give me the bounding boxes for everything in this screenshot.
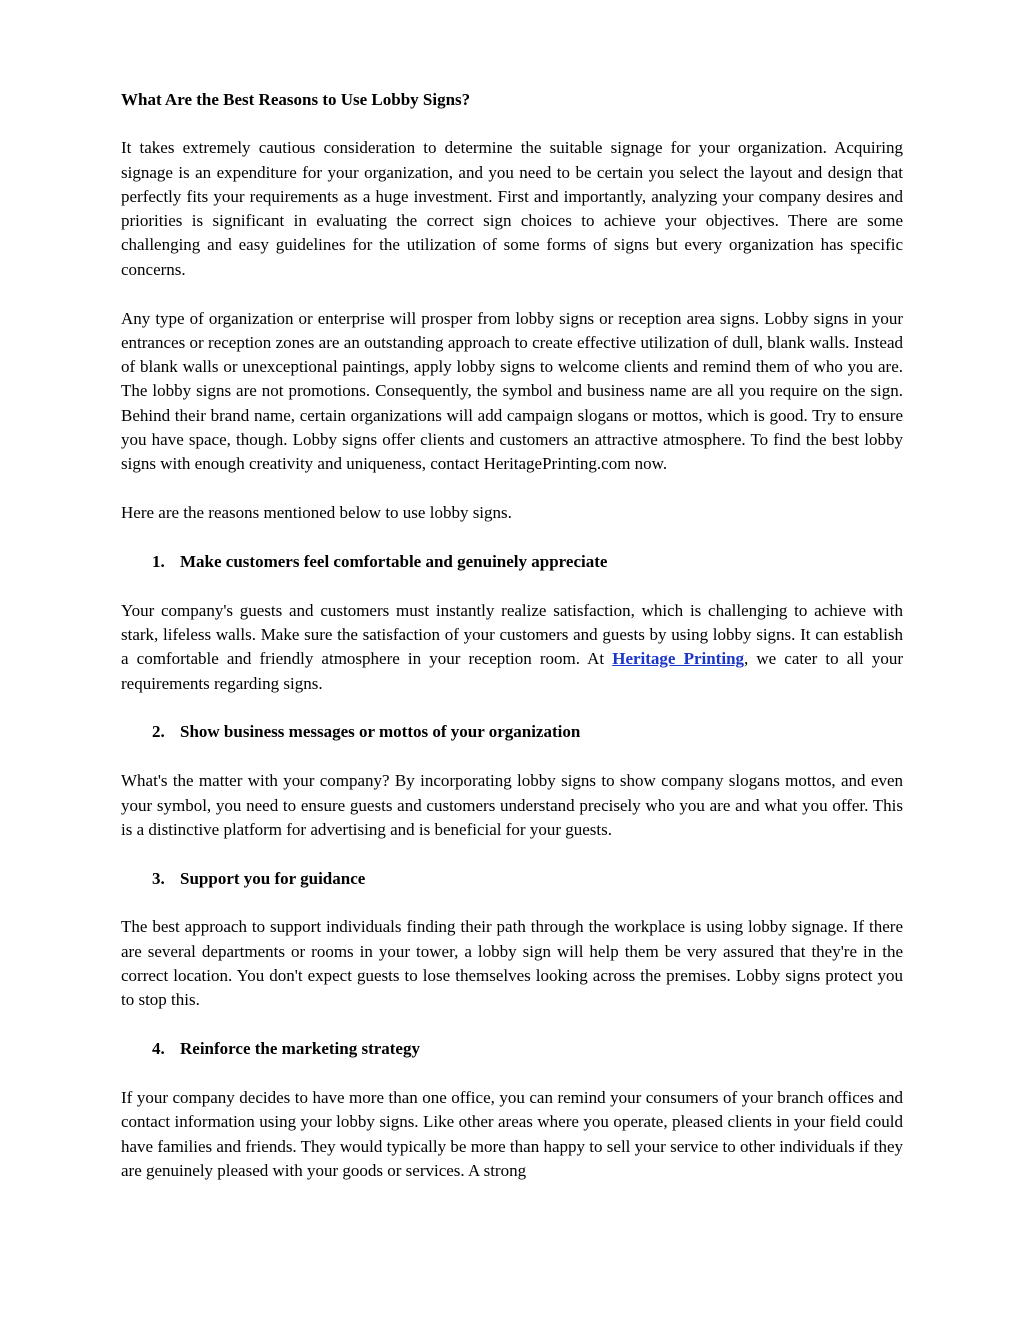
section-heading-2: [121, 720, 903, 744]
section-number: 1.: [152, 551, 165, 571]
document-title: What Are the Best Reasons to Use Lobby Signs?: [121, 90, 471, 109]
intro-paragraph-3: Here are the reasons mentioned below to use lobby signs.: [121, 503, 512, 523]
section-heading-text: Support you for guidance: [180, 868, 366, 888]
intro-paragraph-1: It takes extremely cautious consideration to determine the suitable signage for your organization. Acquiring signage is an expenditure for your organization, and you need to be certain you select the layout and design that perfectly fits your requirements as a huge investment. First and importantly, analyzing your company desires and priorities is significant in evaluating the correct sign choices to achieve your objectives. There are some challenging and easy guidelines for the utilization of some forms of signs but every organization has specific concerns.: [121, 138, 903, 279]
section-number: 4.: [152, 1039, 165, 1059]
section-paragraph-3: The best approach to support individuals finding their path through the workplace is using lobby signage. If there are several departments or rooms in your tower, a lobby sign will help them be very assured that they're in the correct location. You don't expect guests to lose themselves looking across the premises. Lobby signs protect you to stop this.: [121, 917, 903, 1010]
paragraph-text: , we cater to all your requirements regarding signs.: [121, 649, 904, 693]
section-heading-text: Reinforce the marketing strategy: [180, 1039, 420, 1059]
paragraph-text: Your company's guests and customers must instantly realize satisfaction, which is challenging to achieve with stark, lifeless walls. Make sure the satisfaction of your customers and guests by using lobby signs. It can establish a comfortable and friendly atmosphere in your reception room. At: [121, 600, 903, 669]
section-number: 2.: [152, 722, 165, 742]
section-heading-3: [121, 867, 903, 891]
section-number: 3.: [152, 868, 165, 888]
section-heading-text: Show business messages or mottos of your organization: [180, 722, 581, 742]
section-heading-text: Make customers feel comfortable and genuinely appreciate: [180, 551, 608, 571]
intro-paragraph-2: Any type of organization or enterprise will prosper from lobby signs or reception area signs. Lobby signs in your entrances or reception zones are an outstanding approach to create effective utilization of dull, blank walls. Instead of blank walls or unexceptional paintings, apply lobby signs to welcome clients and remind them of who you are. The lobby signs are not promotions. Consequently, the symbol and business name are all you require on the sign. Behind their brand name, certain organizations will add campaign slogans or mottos, which is good. Try to ensure you have space, though. Lobby signs offer clients and customers an attractive atmosphere. To find the best lobby signs with enough creativity and uniqueness, contact HeritagePrinting.com now.: [121, 308, 903, 474]
section-paragraph-1: [121, 599, 903, 696]
section-paragraph-2: What's the matter with your company? By incorporating lobby signs to show company slogans mottos, and even your symbol, you need to ensure guests and customers understand precisely who you are and what you offer. This is a distinctive platform for advertising and is beneficial for your guests.: [121, 771, 903, 839]
heritage-printing-link[interactable]: Heritage Printing: [612, 649, 745, 669]
section-heading-1: [121, 550, 903, 574]
document-body: [121, 88, 903, 1208]
section-paragraph-4: If your company decides to have more than one office, you can remind your consumers of your branch offices and contact information using your lobby signs. Like other areas where you operate, pleased clients in your field could have families and friends. They would typically be more than happy to sell your service to other individuals if they are genuinely pleased with your goods or services. A strong: [121, 1087, 903, 1180]
section-heading-4: [121, 1037, 903, 1061]
